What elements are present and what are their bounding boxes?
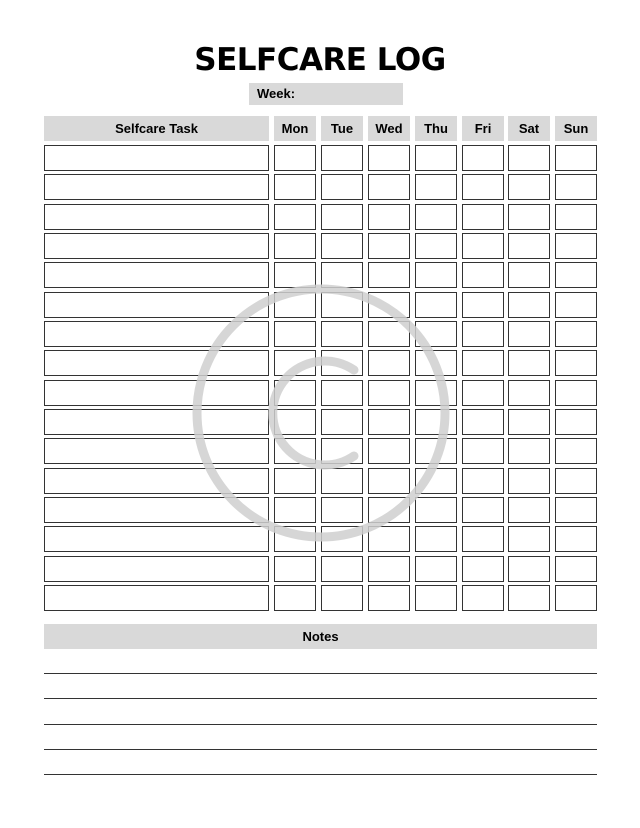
task-cell[interactable] <box>44 262 269 288</box>
task-cell[interactable] <box>44 204 269 230</box>
day-check-cell-sun[interactable] <box>555 526 597 552</box>
day-check-cell-mon[interactable] <box>274 145 316 171</box>
day-header-sat: Sat <box>508 116 550 141</box>
day-check-cell-wed[interactable] <box>368 174 410 200</box>
day-check-cell-fri[interactable] <box>462 262 504 288</box>
note-line[interactable] <box>44 774 597 775</box>
task-cell[interactable] <box>44 438 269 464</box>
day-check-cell-mon[interactable] <box>274 438 316 464</box>
page-title: SELFCARE LOG <box>194 42 446 78</box>
day-check-cell-sat[interactable] <box>508 556 550 582</box>
day-check-cell-mon[interactable] <box>274 204 316 230</box>
note-line[interactable] <box>44 698 597 699</box>
day-check-cell-sun[interactable] <box>555 585 597 611</box>
day-check-cell-mon[interactable] <box>274 526 316 552</box>
day-check-cell-sat[interactable] <box>508 262 550 288</box>
day-header-fri: Fri <box>462 116 504 141</box>
day-check-cell-thu[interactable] <box>415 438 457 464</box>
day-check-cell-wed[interactable] <box>368 204 410 230</box>
notes-header: Notes <box>44 624 597 649</box>
day-check-cell-wed[interactable] <box>368 145 410 171</box>
day-check-cell-tue[interactable] <box>321 233 363 259</box>
day-check-cell-tue[interactable] <box>321 262 363 288</box>
day-check-cell-wed[interactable] <box>368 321 410 347</box>
day-check-cell-sun[interactable] <box>555 380 597 406</box>
note-line[interactable] <box>44 724 597 725</box>
day-check-cell-fri[interactable] <box>462 321 504 347</box>
day-check-cell-tue[interactable] <box>321 321 363 347</box>
day-check-cell-fri[interactable] <box>462 204 504 230</box>
day-check-cell-sat[interactable] <box>508 292 550 318</box>
day-header-thu: Thu <box>415 116 457 141</box>
day-check-cell-sun[interactable] <box>555 321 597 347</box>
day-check-cell-sat[interactable] <box>508 585 550 611</box>
day-check-cell-tue[interactable] <box>321 380 363 406</box>
day-check-cell-fri[interactable] <box>462 409 504 435</box>
day-check-cell-sat[interactable] <box>508 409 550 435</box>
task-cell[interactable] <box>44 233 269 259</box>
task-cell[interactable] <box>44 409 269 435</box>
note-line[interactable] <box>44 673 597 674</box>
day-check-cell-sun[interactable] <box>555 350 597 376</box>
day-check-cell-sat[interactable] <box>508 468 550 494</box>
week-field[interactable]: Week: <box>249 83 403 105</box>
day-check-cell-thu[interactable] <box>415 556 457 582</box>
day-check-cell-sun[interactable] <box>555 556 597 582</box>
day-check-cell-tue[interactable] <box>321 497 363 523</box>
day-check-cell-sat[interactable] <box>508 497 550 523</box>
task-cell[interactable] <box>44 292 269 318</box>
day-check-cell-tue[interactable] <box>321 174 363 200</box>
day-check-cell-tue[interactable] <box>321 350 363 376</box>
day-check-cell-thu[interactable] <box>415 204 457 230</box>
day-check-cell-thu[interactable] <box>415 262 457 288</box>
task-cell[interactable] <box>44 380 269 406</box>
day-check-cell-sat[interactable] <box>508 438 550 464</box>
day-check-cell-wed[interactable] <box>368 262 410 288</box>
day-check-cell-sun[interactable] <box>555 233 597 259</box>
task-cell[interactable] <box>44 468 269 494</box>
day-check-cell-sun[interactable] <box>555 438 597 464</box>
day-check-cell-fri[interactable] <box>462 145 504 171</box>
day-check-cell-mon[interactable] <box>274 174 316 200</box>
day-check-cell-fri[interactable] <box>462 174 504 200</box>
note-line[interactable] <box>44 749 597 750</box>
task-cell[interactable] <box>44 145 269 171</box>
day-check-cell-sat[interactable] <box>508 380 550 406</box>
day-check-cell-tue[interactable] <box>321 145 363 171</box>
day-check-cell-fri[interactable] <box>462 380 504 406</box>
day-check-cell-mon[interactable] <box>274 409 316 435</box>
day-check-cell-wed[interactable] <box>368 380 410 406</box>
day-check-cell-sat[interactable] <box>508 526 550 552</box>
task-cell[interactable] <box>44 497 269 523</box>
day-check-cell-thu[interactable] <box>415 497 457 523</box>
day-check-cell-wed[interactable] <box>368 468 410 494</box>
day-check-cell-mon[interactable] <box>274 262 316 288</box>
day-check-cell-sun[interactable] <box>555 145 597 171</box>
day-check-cell-wed[interactable] <box>368 409 410 435</box>
day-check-cell-fri[interactable] <box>462 350 504 376</box>
day-check-cell-thu[interactable] <box>415 321 457 347</box>
task-cell[interactable] <box>44 174 269 200</box>
day-check-cell-wed[interactable] <box>368 350 410 376</box>
day-check-cell-thu[interactable] <box>415 233 457 259</box>
day-check-cell-tue[interactable] <box>321 292 363 318</box>
day-check-cell-thu[interactable] <box>415 468 457 494</box>
day-check-cell-fri[interactable] <box>462 438 504 464</box>
day-check-cell-sun[interactable] <box>555 262 597 288</box>
day-check-cell-wed[interactable] <box>368 497 410 523</box>
day-check-cell-mon[interactable] <box>274 585 316 611</box>
day-check-cell-sat[interactable] <box>508 321 550 347</box>
day-check-cell-thu[interactable] <box>415 585 457 611</box>
day-check-cell-mon[interactable] <box>274 350 316 376</box>
task-cell[interactable] <box>44 350 269 376</box>
day-check-cell-thu[interactable] <box>415 174 457 200</box>
day-header-mon: Mon <box>274 116 316 141</box>
day-check-cell-wed[interactable] <box>368 556 410 582</box>
day-check-cell-sun[interactable] <box>555 409 597 435</box>
day-check-cell-sat[interactable] <box>508 145 550 171</box>
day-header-sun: Sun <box>555 116 597 141</box>
day-check-cell-fri[interactable] <box>462 497 504 523</box>
day-check-cell-sun[interactable] <box>555 292 597 318</box>
day-header-wed: Wed <box>368 116 410 141</box>
day-check-cell-sun[interactable] <box>555 174 597 200</box>
task-cell[interactable] <box>44 321 269 347</box>
day-check-cell-mon[interactable] <box>274 321 316 347</box>
day-check-cell-fri[interactable] <box>462 585 504 611</box>
day-check-cell-wed[interactable] <box>368 292 410 318</box>
day-check-cell-tue[interactable] <box>321 468 363 494</box>
day-check-cell-sun[interactable] <box>555 497 597 523</box>
day-check-cell-thu[interactable] <box>415 145 457 171</box>
day-check-cell-thu[interactable] <box>415 292 457 318</box>
day-check-cell-sat[interactable] <box>508 350 550 376</box>
day-check-cell-sun[interactable] <box>555 468 597 494</box>
day-check-cell-mon[interactable] <box>274 380 316 406</box>
day-check-cell-mon[interactable] <box>274 292 316 318</box>
day-check-cell-sun[interactable] <box>555 204 597 230</box>
day-check-cell-fri[interactable] <box>462 526 504 552</box>
day-check-cell-tue[interactable] <box>321 204 363 230</box>
day-check-cell-mon[interactable] <box>274 233 316 259</box>
day-check-cell-mon[interactable] <box>274 497 316 523</box>
day-check-cell-thu[interactable] <box>415 409 457 435</box>
day-check-cell-mon[interactable] <box>274 556 316 582</box>
day-check-cell-tue[interactable] <box>321 585 363 611</box>
day-check-cell-mon[interactable] <box>274 468 316 494</box>
day-check-cell-fri[interactable] <box>462 556 504 582</box>
day-check-cell-sat[interactable] <box>508 204 550 230</box>
day-check-cell-tue[interactable] <box>321 438 363 464</box>
day-check-cell-wed[interactable] <box>368 438 410 464</box>
day-check-cell-wed[interactable] <box>368 585 410 611</box>
day-check-cell-thu[interactable] <box>415 526 457 552</box>
day-check-cell-thu[interactable] <box>415 380 457 406</box>
day-check-cell-wed[interactable] <box>368 233 410 259</box>
day-check-cell-fri[interactable] <box>462 233 504 259</box>
day-check-cell-wed[interactable] <box>368 526 410 552</box>
day-check-cell-tue[interactable] <box>321 556 363 582</box>
day-check-cell-sat[interactable] <box>508 174 550 200</box>
day-check-cell-tue[interactable] <box>321 409 363 435</box>
task-cell[interactable] <box>44 556 269 582</box>
task-column-header: Selfcare Task <box>44 116 269 141</box>
day-check-cell-fri[interactable] <box>462 468 504 494</box>
day-check-cell-tue[interactable] <box>321 526 363 552</box>
task-cell[interactable] <box>44 526 269 552</box>
task-cell[interactable] <box>44 585 269 611</box>
day-check-cell-sat[interactable] <box>508 233 550 259</box>
day-check-cell-fri[interactable] <box>462 292 504 318</box>
day-header-tue: Tue <box>321 116 363 141</box>
day-check-cell-thu[interactable] <box>415 350 457 376</box>
